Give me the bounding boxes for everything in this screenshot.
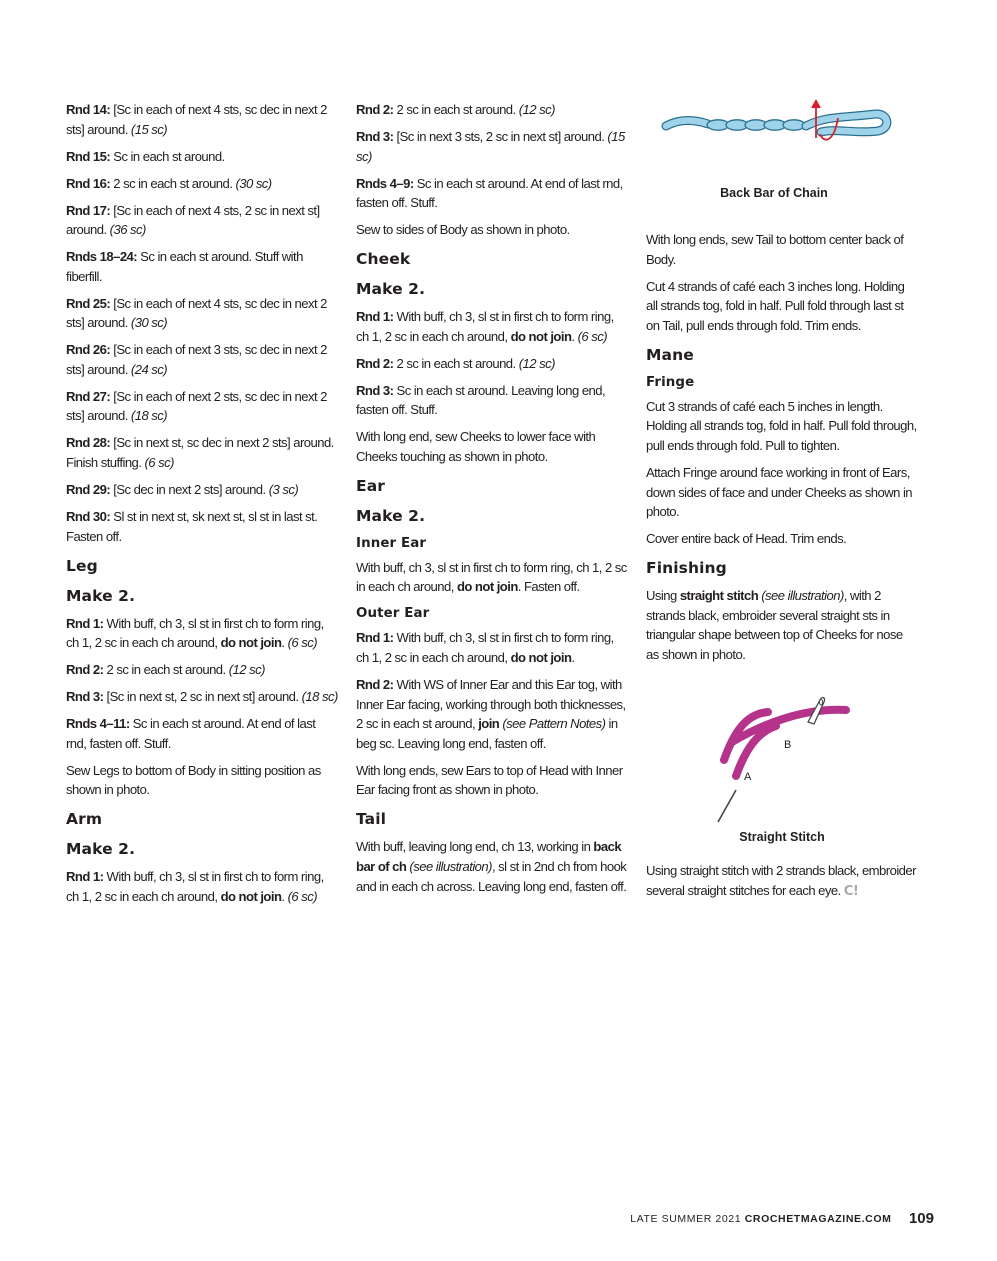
round-label: Rnd 25: [66, 295, 111, 311]
straight-stitch-illustration [716, 692, 866, 824]
instruction-text: Sc in each st around. [110, 148, 225, 164]
instruction-text: Sew Legs to bottom of Body in sitting position as shown in photo. [66, 762, 321, 798]
instruction-paragraph [66, 507, 338, 546]
figure-straight-stitch [646, 692, 918, 852]
round-label: Rnd 1: [66, 615, 104, 631]
section-heading: Make 2. [356, 280, 426, 299]
round-label: Rnd 2: [356, 102, 394, 117]
round-label: Rnds 18–24: [66, 249, 138, 265]
instruction-paragraph [646, 397, 918, 456]
round-label: Rnd 30: [66, 509, 111, 524]
instruction-text: With WS of Inner Ear and this Ear tog, with Inner Ear facing, working through both thicknesses, 2 sc in each st around, [356, 677, 626, 732]
emphasis-text: do not join [510, 650, 572, 666]
subsection-heading: Outer Ear [356, 606, 430, 622]
section-heading: Mane [646, 345, 694, 364]
section-heading: Make 2. [66, 586, 136, 605]
instruction-paragraph [356, 127, 628, 166]
section-heading: Cheek [356, 250, 411, 269]
instruction-text-tail: , with 2 strands black, embroider several straight sts in triangular shape between top of Cheeks for nose as shown in photo. [646, 588, 903, 662]
instruction-text: 2 sc in each st around. [110, 175, 236, 191]
instruction-paragraph [646, 586, 918, 664]
instruction-paragraph [66, 294, 338, 333]
emphasis-text: do not join [220, 635, 282, 651]
instruction-text: Sc in each st around. At end of last rnd, fasten off. Stuff. [66, 716, 316, 751]
section-heading: Ear [356, 476, 385, 495]
stitch-count: (12 sc) [228, 662, 265, 678]
instruction-text: With long ends, sew Tail to bottom center back of Body. [646, 232, 904, 267]
page-number: 109 [908, 1210, 934, 1227]
instruction-paragraph [646, 529, 918, 549]
instruction-paragraph: Rnd 1: With buff, ch 3, sl st in first ch to form ring, ch 1, 2 sc in each ch around, do not join. (6 sc) [66, 615, 324, 651]
instruction-text: [Sc in each of next 3 sts, sc dec in next 2 sts] around. [66, 342, 327, 377]
round-label: Rnd 1: [66, 869, 104, 885]
instruction-text: Sc in each st around. At end of last rnd, fasten off. Stuff. [356, 175, 623, 211]
instruction-text: 2 sc in each st around. [103, 662, 229, 678]
section-heading: Arm [66, 810, 103, 829]
instruction-text: [Sc in next st, sc dec in next 2 sts] around. Finish stuffing. [66, 435, 334, 471]
stitch-count: (12 sc) [518, 102, 555, 117]
round-label: Rnd 3: [66, 689, 104, 705]
stitch-count: (6 sc) [577, 328, 608, 344]
instruction-paragraph [646, 230, 918, 269]
stitch-count: (18 sc) [301, 689, 338, 705]
instruction-text: With buff, ch 3, sl st in first ch to form ring, ch 1, 2 sc in each ch around, [356, 630, 614, 666]
instruction-text: [Sc in next 3 sts, 2 sc in next st] around. [393, 128, 608, 144]
column-right [646, 100, 918, 909]
round-label: Rnd 16: [66, 175, 111, 191]
round-label: Rnd 2: [356, 677, 394, 692]
instruction-paragraph [646, 463, 918, 522]
instruction-text: With buff, ch 3, sl st in first ch to form ring, ch 1, 2 sc in each ch around, [356, 309, 614, 344]
emphasis-text: do not join [510, 328, 572, 344]
column-left [66, 100, 338, 914]
page-footer [620, 1209, 934, 1226]
instruction-paragraph [66, 761, 338, 800]
instruction-text: [Sc in each of next 4 sts, sc dec in next 2 sts] around. [66, 102, 327, 137]
footer-site: CROCHETMAGAZINE.COM [744, 1213, 892, 1225]
stitch-count: (6 sc) [287, 635, 318, 651]
section-heading: Leg [66, 556, 98, 575]
instruction-paragraph [356, 100, 628, 120]
instruction-text: With buff, ch 3, sl st in first ch to form ring, ch 1, 2 sc in each ch around, [66, 615, 324, 651]
instruction-paragraph [66, 174, 338, 194]
svg-text:A: A [744, 771, 752, 784]
instruction-text: Cover entire back of Head. Trim ends. [646, 531, 847, 547]
stitch-count: (24 sc) [130, 361, 168, 377]
instruction-text: [Sc in each of next 4 sts, 2 sc in next st] around. [66, 202, 320, 238]
instruction-text: 2 sc in each st around. [393, 355, 519, 371]
instruction-text: [Sc in next st, 2 sc in next st] around. [103, 689, 302, 705]
instruction-text: Sew to sides of Body as shown in photo. [356, 222, 570, 238]
end-mark: C! [843, 884, 859, 900]
instruction-text: Sl st in next st, sk next st, sl st in last st. Fasten off. [66, 509, 318, 544]
instruction-text: With buff, leaving long end, ch 13, working in [356, 839, 594, 855]
instruction-paragraph [356, 761, 628, 800]
instruction-text: Using straight stitch with 2 strands black, embroider several straight stitches for each eye. [646, 863, 916, 899]
round-label: Rnd 2: [66, 662, 104, 678]
instruction-paragraph [66, 480, 338, 500]
reference-text: (see illustration) [758, 588, 844, 604]
instruction-text: With buff, ch 3, sl st in first ch to form ring, ch 1, 2 sc in each ch around, [66, 869, 324, 904]
round-label: Rnds 4–11: [66, 716, 130, 732]
round-label: Rnd 1: [356, 309, 394, 325]
instruction-paragraph [66, 201, 338, 240]
figure-caption: Back Bar of Chain [720, 186, 828, 200]
instruction-paragraph [66, 387, 338, 426]
section-heading: Make 2. [66, 840, 136, 859]
instruction-paragraph: Rnd 1: With buff, ch 3, sl st in first ch to form ring, ch 1, 2 sc in each ch around, do not join. (6 sc) [66, 869, 324, 904]
instruction-paragraph [66, 433, 338, 472]
instruction-text: [Sc in each of next 2 sts, sc dec in next 2 sts] around. [66, 388, 327, 424]
round-label: Rnd 3: [356, 128, 394, 144]
instruction-text-tail: in beg sc. Leaving long end, fasten off. [356, 716, 618, 751]
instruction-paragraph [646, 277, 918, 336]
instruction-paragraph [66, 147, 338, 167]
figure-caption: Straight Stitch [739, 830, 825, 845]
round-label: Rnd 15: [66, 148, 111, 164]
figure-back-bar-of-chain [646, 100, 918, 215]
emphasis-text: do not join [220, 888, 282, 904]
instruction-paragraph [356, 174, 628, 213]
stitch-count: (18 sc) [130, 408, 168, 424]
instruction-text: With long end, sew Cheeks to lower face with Cheeks touching as shown in photo. [356, 429, 596, 464]
footer-issue: LATE SUMMER 2021 [630, 1213, 742, 1225]
round-label: Rnds 4–9: [356, 175, 414, 191]
stitch-count: (3 sc) [268, 482, 299, 498]
instruction-paragraph [66, 247, 338, 286]
instruction-text: Using [646, 588, 680, 604]
svg-text:B: B [784, 739, 792, 752]
instruction-paragraph [66, 100, 338, 139]
instruction-text: With long ends, sew Ears to top of Head with Inner Ear facing front as shown in photo. [356, 762, 623, 798]
round-label: Rnd 3: [356, 382, 394, 398]
reference-text: (see Pattern Notes) [499, 716, 606, 732]
section-heading: Tail [356, 810, 387, 829]
emphasis-text: straight stitch [679, 588, 759, 604]
instruction-text: [Sc dec in next 2 sts] around. [110, 482, 269, 498]
round-label: Rnd 26: [66, 342, 111, 358]
instruction-paragraph [356, 354, 628, 374]
round-label: Rnd 27: [66, 388, 111, 404]
instruction-text-tail: . [571, 650, 575, 666]
instruction-text: 2 sc in each st around. [393, 102, 519, 117]
instruction-paragraph [66, 714, 338, 753]
subsection-heading: Inner Ear [356, 535, 427, 551]
round-label: Rnd 1: [356, 630, 394, 646]
stitch-count: (30 sc) [130, 315, 168, 331]
instruction-paragraph [356, 427, 628, 466]
round-label: Rnd 2: [356, 355, 394, 371]
emphasis-text: back bar of ch [356, 839, 622, 874]
stitch-count: (36 sc) [109, 222, 146, 238]
stitch-count: (12 sc) [518, 355, 555, 371]
emphasis-text: join [478, 716, 500, 732]
instruction-paragraph [356, 381, 628, 420]
instruction-paragraph [646, 861, 918, 901]
instruction-text-tail: , sl st in 2nd ch from hook and in each ch across. Leaving long end, fasten off. [356, 858, 627, 894]
instruction-paragraph [66, 340, 338, 379]
stitch-count: (15 sc) [356, 128, 625, 164]
round-label: Rnd 14: [66, 102, 111, 117]
instruction-paragraph [356, 220, 628, 240]
reference-text: (see illustration) [406, 858, 492, 874]
instruction-paragraph [356, 675, 628, 753]
instruction-text: With buff, ch 3, sl st in first ch to form ring, ch 1, 2 sc in each ch around, [356, 559, 627, 595]
column-middle [356, 100, 628, 904]
instruction-paragraph [66, 660, 338, 680]
instruction-paragraph: Rnd 1: With buff, ch 3, sl st in first ch to form ring, ch 1, 2 sc in each ch around, do not join. (6 sc) [356, 309, 614, 344]
round-label: Rnd 17: [66, 202, 111, 218]
instruction-paragraph [356, 837, 628, 896]
subsection-heading: Fringe [646, 374, 695, 390]
instruction-text: Attach Fringe around face working in front of Ears, down sides of face and under Cheeks as shown in photo. [646, 464, 913, 520]
section-heading: Make 2. [356, 506, 426, 525]
emphasis-text: do not join [456, 579, 518, 595]
stitch-count: (6 sc) [144, 455, 174, 471]
stitch-count: (15 sc) [130, 121, 168, 137]
instruction-text: Sc in each st around. Leaving long end, fasten off. Stuff. [356, 382, 606, 418]
instruction-paragraph [356, 628, 628, 667]
instruction-paragraph [66, 687, 338, 707]
stitch-count: (6 sc) [287, 888, 318, 904]
instruction-text: Sc in each st around. Stuff with fiberfill. [66, 249, 303, 284]
instruction-text: Cut 3 strands of café each 5 inches in length. Holding all strands tog, fold in half. Pull fold through, pull ends through fold. Pull to tighten. [646, 398, 917, 453]
section-heading: Finishing [646, 559, 727, 578]
instruction-text: [Sc in each of next 4 sts, sc dec in next 2 sts] around. [66, 295, 327, 331]
back-bar-of-chain-illustration [656, 98, 896, 168]
stitch-count: (30 sc) [235, 175, 272, 191]
round-label: Rnd 28: [66, 435, 111, 451]
round-label: Rnd 29: [66, 482, 111, 498]
instruction-text: Cut 4 strands of café each 3 inches long. Holding all strands tog, fold in half. Pull fold through last st on Tail, pull ends through fold. Trim ends. [646, 278, 905, 333]
instruction-paragraph [356, 558, 628, 597]
instruction-text-tail: . Fasten off. [517, 579, 580, 595]
